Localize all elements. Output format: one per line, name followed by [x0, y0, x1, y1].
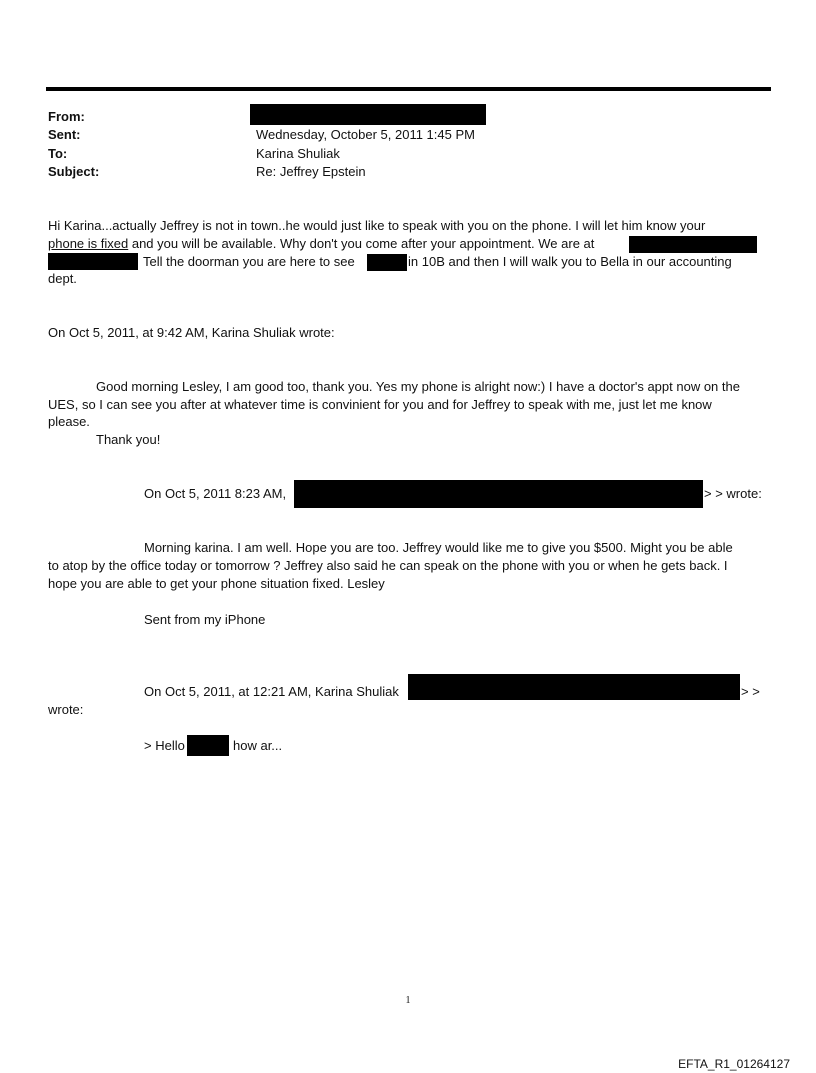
body-line-3a: Tell the doorman you are here to see [143, 254, 355, 269]
body-line-4: dept. [48, 271, 77, 286]
header-rule [46, 87, 771, 91]
redaction-from [250, 104, 486, 125]
redaction-name-1 [367, 254, 407, 271]
quote1-line-4: Thank you! [96, 432, 161, 447]
quote3-header-a: On Oct 5, 2011, at 12:21 AM, Karina Shuliak [144, 684, 399, 699]
sent-value: Wednesday, October 5, 2011 1:45 PM [256, 127, 475, 142]
redaction-email-2 [408, 674, 740, 700]
quote1-header: On Oct 5, 2011, at 9:42 AM, Karina Shuliak wrote: [48, 325, 335, 340]
subject-value: Re: Jeffrey Epstein [256, 164, 366, 179]
subject-label: Subject: [48, 164, 100, 179]
quote1-line-3: please. [48, 414, 90, 429]
document-id: EFTA_R1_01264127 [678, 1057, 790, 1071]
redaction-address-1 [629, 236, 757, 253]
body-line-3b: in 10B and then I will walk you to Bella in our accounting [408, 254, 732, 269]
from-label: From: [48, 109, 85, 124]
body-line-2-rest: and you will be available. Why don't you come after your appointment. We are at [128, 236, 595, 251]
to-value: Karina Shuliak [256, 146, 340, 161]
quote1-line-2: UES, so I can see you after at whatever time is convinient for you and for Jeffrey to speak with me, just let me know [48, 397, 712, 412]
redaction-email-1 [294, 480, 703, 508]
quote2-line-1: Morning karina. I am well. Hope you are too. Jeffrey would like me to give you $500. Might you be able [144, 540, 733, 555]
quote3-header-c: wrote: [48, 702, 84, 717]
sent-label: Sent: [48, 127, 81, 142]
quote2-header-a: On Oct 5, 2011 8:23 AM, [144, 486, 287, 501]
quote3-line-1b: how ar... [233, 738, 283, 753]
to-label: To: [48, 146, 68, 161]
redaction-name-2 [187, 735, 229, 756]
signature: Sent from my iPhone [144, 612, 266, 627]
body-line-1: Hi Karina...actually Jeffrey is not in town..he would just like to speak with you on the phone. I will let him know your [48, 218, 706, 233]
body-line-2-underlined: phone is fixed [48, 236, 129, 251]
quote2-line-3: hope you are able to get your phone situation fixed. Lesley [48, 576, 385, 591]
redaction-address-2 [48, 253, 138, 270]
quote2-header-b: > > wrote: [704, 486, 762, 501]
quote3-line-1a: > Hello [144, 738, 185, 753]
body-line-2 [48, 235, 594, 253]
quote1-line-1: Good morning Lesley, I am good too, thank you. Yes my phone is alright now:) I have a doctor's appt now on the [96, 379, 740, 394]
quote3-header-b: > > [741, 684, 760, 699]
quote2-line-2: to atop by the office today or tomorrow ? Jeffrey also said he can speak on the phone with you or when he gets back. I [48, 558, 728, 573]
page-number: 1 [405, 995, 411, 1006]
